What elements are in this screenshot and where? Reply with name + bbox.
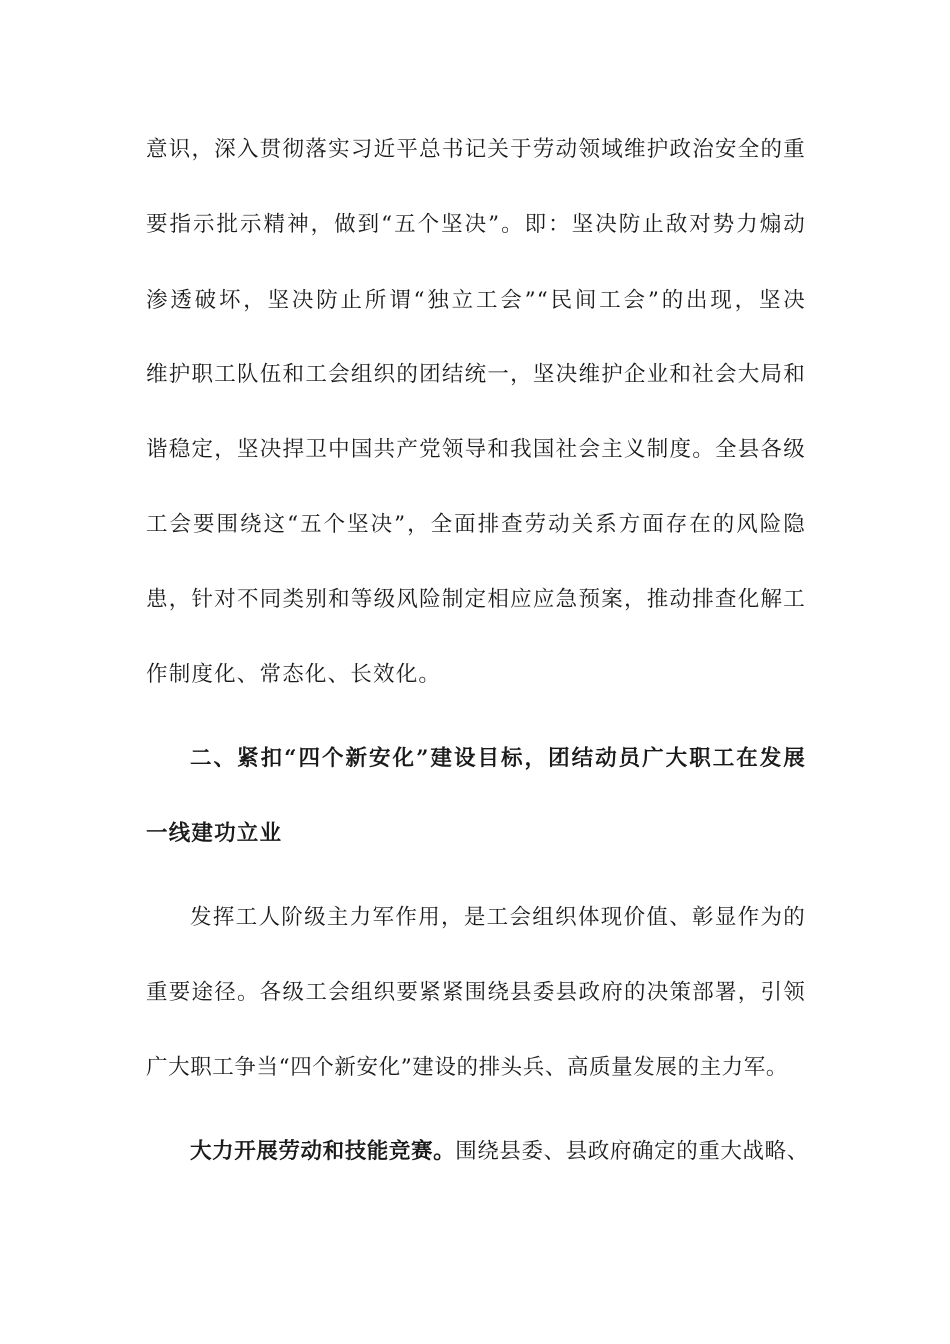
body-text-fragment: 围绕县委、县政府确定的重大战略、 — [455, 1139, 809, 1164]
body-text-line: 广大职工争当“四个新安化”建设的排头兵、高质量发展的主力军。 — [146, 1055, 788, 1080]
section-heading-continuation: 一线建功立业 — [146, 821, 283, 846]
paragraph-lead-line — [190, 1132, 830, 1172]
body-text-line: 发挥工人阶级主力军作用，是工会组织体现价值、彰显作为的 — [190, 905, 806, 930]
bold-lead-phrase: 大力开展劳动和技能竞赛。 — [190, 1139, 456, 1164]
section-heading: 二、紧扣“四个新安化”建设目标，团结动员广大职工在发展 — [190, 746, 806, 771]
body-text-line: 谐稳定，坚决捍卫中国共产党领导和我国社会主义制度。全县各级 — [146, 437, 806, 462]
body-text-line: 维护职工队伍和工会组织的团结统一，坚决维护企业和社会大局和 — [146, 362, 806, 387]
body-text-line: 患，针对不同类别和等级风险制定相应应急预案，推动排查化解工 — [146, 587, 806, 612]
body-text-line: 要指示批示精神，做到“五个坚决”。即：坚决防止敌对势力煽动 — [146, 212, 806, 237]
body-text-line: 意识，深入贯彻落实习近平总书记关于劳动领域维护政治安全的重 — [146, 137, 806, 162]
body-text-line: 作制度化、常态化、长效化。 — [146, 662, 442, 687]
body-text-line: 工会要围绕这“五个坚决”，全面排查劳动关系方面存在的风险隐 — [146, 512, 806, 537]
body-text-line: 渗透破坏，坚决防止所谓“独立工会”“民间工会”的出现，坚决 — [146, 288, 806, 313]
body-text-line: 重要途径。各级工会组织要紧紧围绕县委县政府的决策部署，引领 — [146, 980, 806, 1005]
